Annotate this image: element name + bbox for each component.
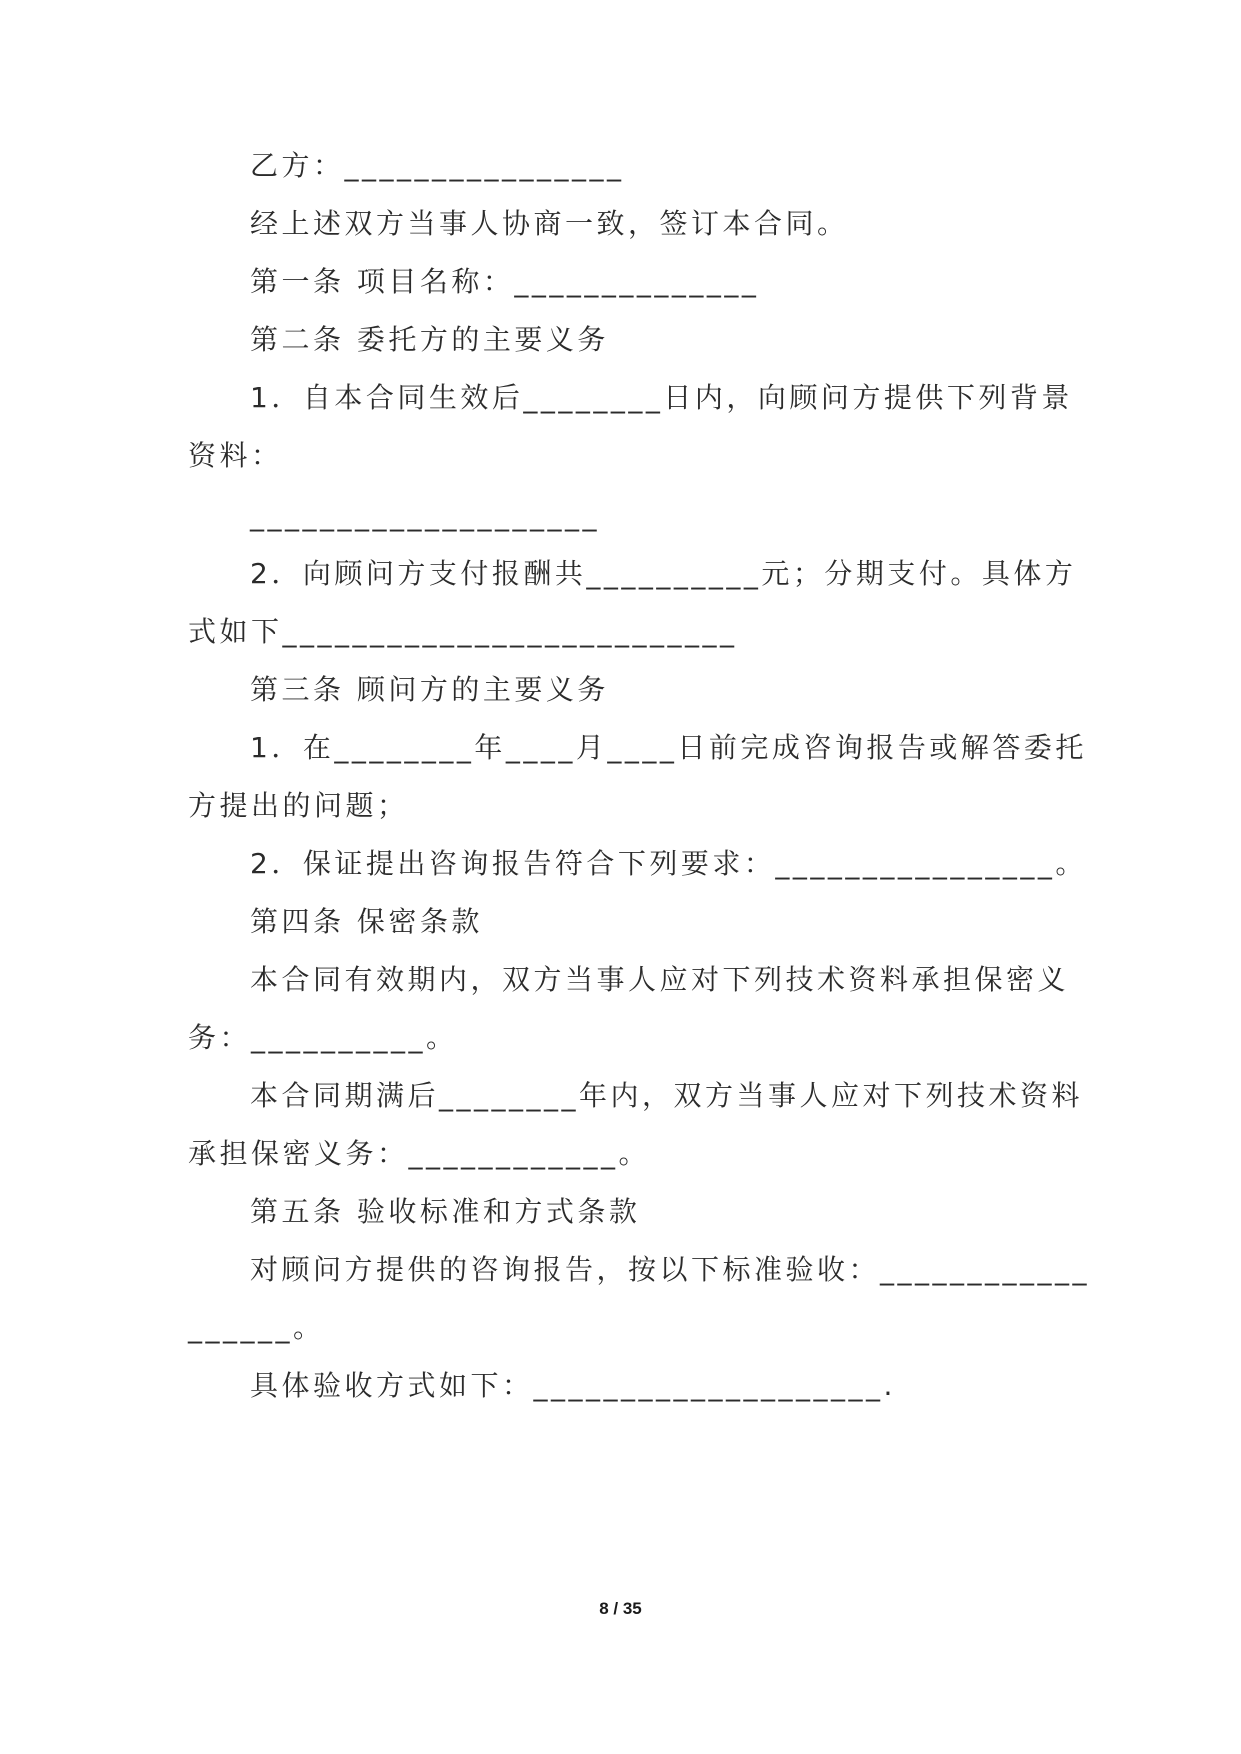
acceptance-method: 具体验收方式如下：____________________. [250,1369,896,1402]
article-3-item-2: 2．保证提出咨询报告符合下列要求：________________。 [250,847,1087,880]
article-2-heading: 第二条 委托方的主要义务 [250,323,609,356]
page-number: 8 / 35 [599,1599,642,1618]
article-4-heading: 第四条 保密条款 [250,905,483,938]
confidentiality-during-term-continued: 务：__________。 [188,1021,458,1054]
article-2-item-1-continued: 资料： [188,439,283,472]
confidentiality-during-term: 本合同有效期内，双方当事人应对下列技术资料承担保密义 [250,963,1070,996]
confidentiality-after-term-continued: 承担保密义务：____________。 [188,1137,651,1170]
agreement-statement: 经上述双方当事人协商一致，签订本合同。 [250,207,849,240]
acceptance-standard-continued: ______。 [188,1311,325,1344]
article-3-item-1: 1．在________年____月____日前完成咨询报告或解答委托 [250,731,1087,764]
acceptance-standard: 对顾问方提供的咨询报告，按以下标准验收：____________ [250,1253,1091,1286]
article-3-item-1-continued: 方提出的问题； [188,789,409,822]
party-b-line: 乙方：________________ [250,149,625,182]
background-materials-blank: ____________________ [250,499,600,532]
article-5-heading: 第五条 验收标准和方式条款 [250,1195,641,1228]
article-3-heading: 第三条 顾问方的主要义务 [250,673,609,706]
article-2-item-2: 2．向顾问方支付报酬共__________元；分期支付。具体方 [250,557,1077,590]
article-2-item-2-continued: 式如下__________________________ [188,615,738,648]
confidentiality-after-term: 本合同期满后________年内，双方当事人应对下列技术资料 [250,1079,1084,1112]
article-2-item-1: 1．自本合同生效后________日内，向顾问方提供下列背景 [250,381,1073,414]
article-1-project-name: 第一条 项目名称：______________ [250,265,760,298]
